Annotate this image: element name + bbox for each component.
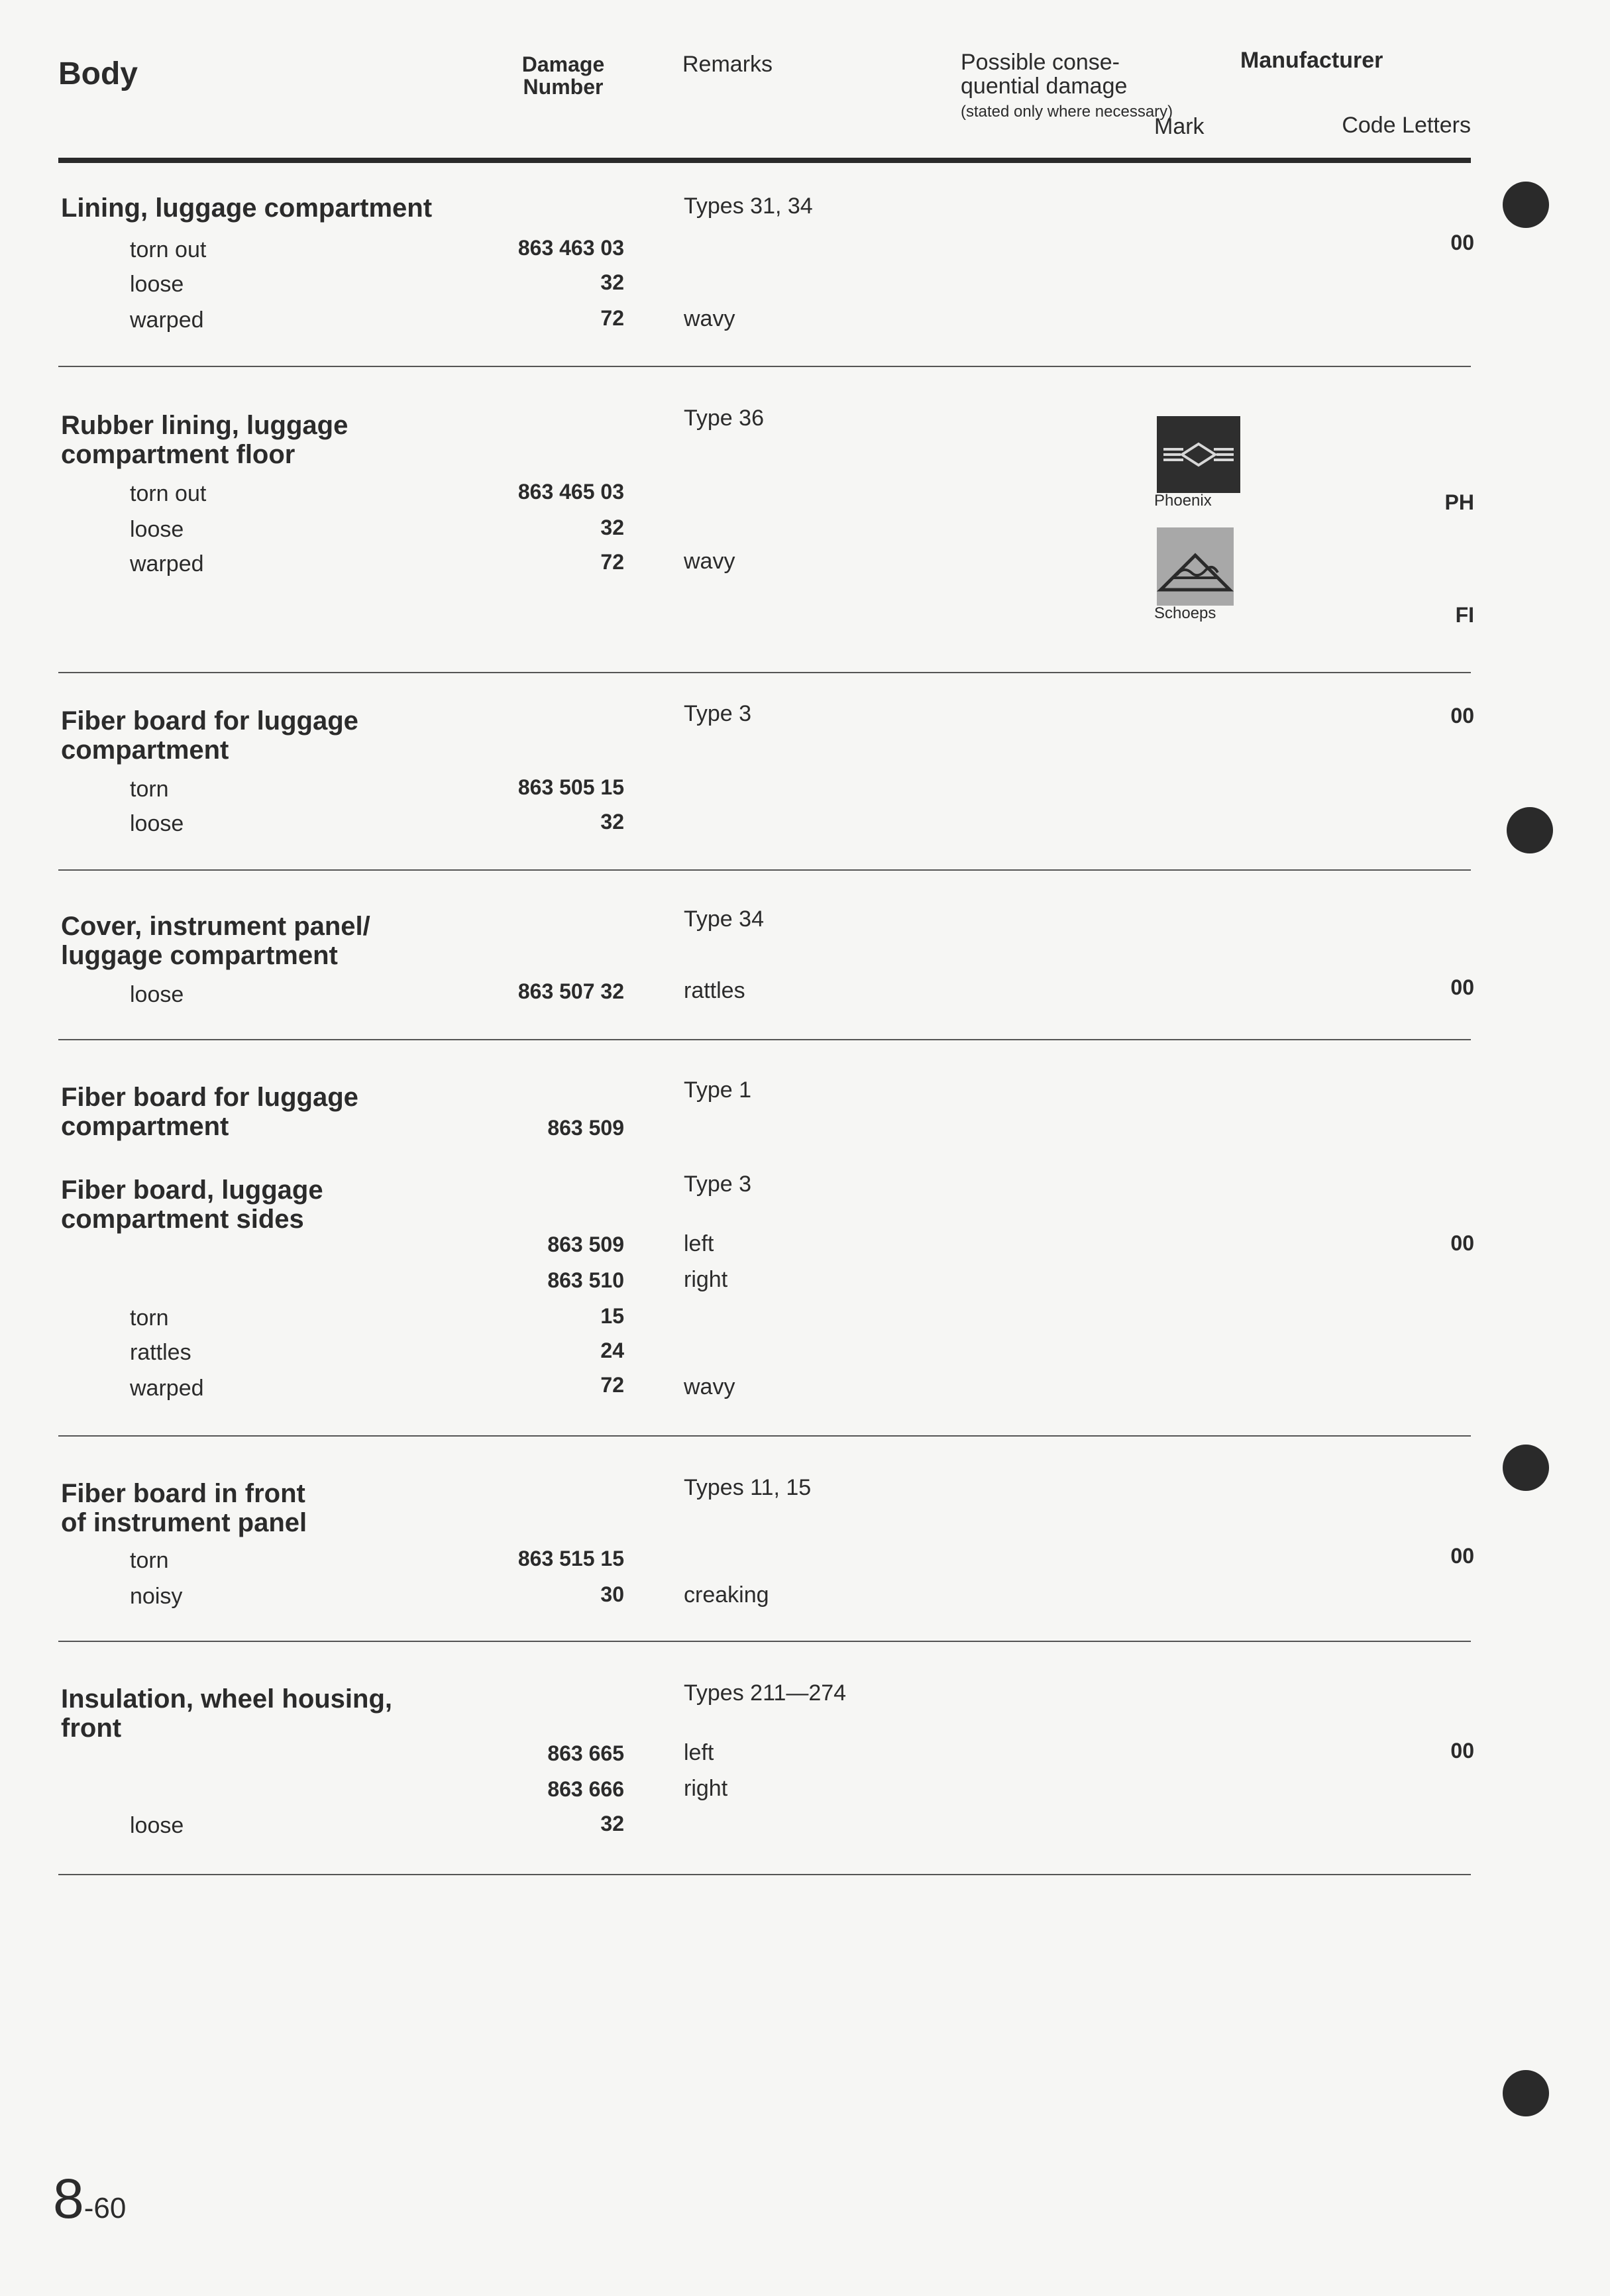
section-remarks: Type 1 (684, 1077, 752, 1103)
damage-number: 863 510 (547, 1268, 624, 1292)
damage-number: 863 509 (547, 1116, 624, 1140)
code-letter: 00 (1450, 704, 1474, 728)
damage-item: torn out (130, 237, 207, 262)
code-letter: 00 (1450, 1231, 1474, 1255)
damage-number: 863 465 03 (517, 480, 624, 504)
damage-number: 32 (600, 1812, 624, 1835)
item-remark: wavy (684, 549, 735, 574)
damage-number: 863 515 15 (517, 1547, 624, 1570)
binder-hole (1503, 182, 1549, 228)
damage-number: 32 (600, 270, 624, 294)
damage-number: 72 (600, 1373, 624, 1397)
code-letter: PH (1444, 490, 1474, 514)
section-divider (58, 1641, 1471, 1642)
damage-item: warped (130, 307, 204, 333)
damage-number: 72 (600, 306, 624, 330)
code-letter: FI (1455, 603, 1474, 627)
manufacturer-header: Manufacturer (1240, 48, 1383, 73)
damage-number: 863 509 (547, 1232, 624, 1256)
item-remark: wavy (684, 1374, 735, 1399)
section-remarks: Type 36 (684, 406, 764, 431)
section-title: Fiber board, luggage compartment sides (61, 1175, 323, 1234)
code-letter: 00 (1450, 231, 1474, 254)
item-remark: creaking (684, 1582, 769, 1608)
damage-number: 863 507 32 (517, 979, 624, 1003)
schoeps-logo (1157, 527, 1240, 606)
section-remarks: Types 11, 15 (684, 1475, 812, 1500)
page-number-sub: -60 (83, 2192, 127, 2224)
section-remarks: Type 3 (684, 1172, 752, 1197)
damage-item: warped (130, 551, 204, 576)
damage-number: 32 (600, 516, 624, 539)
binder-hole (1503, 1445, 1549, 1491)
code-letter: 00 (1450, 1739, 1474, 1763)
damage-number: 863 463 03 (517, 236, 624, 260)
damage-number: 15 (600, 1304, 624, 1328)
section-remarks: Type 3 (684, 701, 752, 726)
code-letters-header: Code Letters (1342, 113, 1471, 138)
item-remark: right (684, 1267, 728, 1292)
damage-number: 30 (600, 1582, 624, 1606)
damage-item: torn out (130, 481, 207, 506)
item-remark: right (684, 1776, 728, 1801)
section-title: Fiber board for luggage compartment (61, 1083, 358, 1141)
section-divider (58, 1039, 1471, 1040)
damage-item: loose (130, 811, 184, 836)
possible-damage-label: Possible conse-quential damage (961, 50, 1128, 99)
page-title: Body (58, 56, 138, 91)
damage-number: 863 665 (547, 1741, 624, 1765)
damage-item: torn (130, 1548, 169, 1573)
code-letter: 00 (1450, 975, 1474, 999)
section-divider (58, 869, 1471, 871)
possible-damage-note: (stated only where necessary) (961, 103, 1173, 121)
damage-item: warped (130, 1376, 204, 1401)
damage-number: 863 666 (547, 1777, 624, 1801)
damage-number: 863 505 15 (517, 775, 624, 799)
section-divider (58, 1435, 1471, 1437)
section-remarks: Type 34 (684, 906, 764, 932)
section-title: Fiber board for luggage compartment (61, 706, 358, 765)
item-remark: left (684, 1231, 714, 1256)
damage-item: loose (130, 982, 184, 1007)
section-divider (58, 366, 1471, 367)
code-letter: 00 (1450, 1544, 1474, 1568)
section-title: Lining, luggage compartment (61, 193, 433, 223)
section-title: Fiber board in front of instrument panel (61, 1479, 307, 1537)
damage-number-header: Damage Number (521, 52, 605, 99)
section-title: Insulation, wheel housing, front (61, 1684, 393, 1743)
manufacturer-mark-label: Schoeps (1154, 604, 1216, 622)
section-divider (58, 672, 1471, 673)
damage-number: 72 (600, 550, 624, 574)
item-remark: wavy (684, 306, 735, 331)
damage-item: rattles (130, 1340, 191, 1365)
header-rule (58, 158, 1471, 163)
item-remark: rattles (684, 978, 745, 1003)
page-number (53, 2167, 126, 2231)
section-divider (58, 1874, 1471, 1875)
damage-number: 32 (600, 810, 624, 834)
mark-header: Mark (1154, 114, 1205, 139)
damage-item: loose (130, 272, 184, 297)
section-title: Cover, instrument panel/ luggage compartment (61, 912, 370, 970)
manufacturer-mark-label: Phoenix (1154, 492, 1212, 510)
binder-hole (1507, 807, 1553, 853)
damage-item: noisy (130, 1584, 183, 1609)
section-remarks: Types 31, 34 (684, 193, 813, 219)
page-number-main: 8 (53, 2167, 84, 2230)
binder-hole (1503, 2070, 1549, 2116)
item-remark: left (684, 1740, 714, 1765)
damage-item: torn (130, 1305, 169, 1331)
damage-item: loose (130, 517, 184, 542)
section-title: Rubber lining, luggage compartment floor (61, 411, 349, 469)
phoenix-logo (1157, 416, 1240, 493)
damage-number: 24 (600, 1339, 624, 1362)
possible-damage-header (961, 50, 1179, 121)
section-remarks: Types 211—274 (684, 1680, 847, 1706)
remarks-header: Remarks (682, 52, 773, 77)
damage-item: loose (130, 1813, 184, 1838)
damage-item: torn (130, 777, 169, 802)
